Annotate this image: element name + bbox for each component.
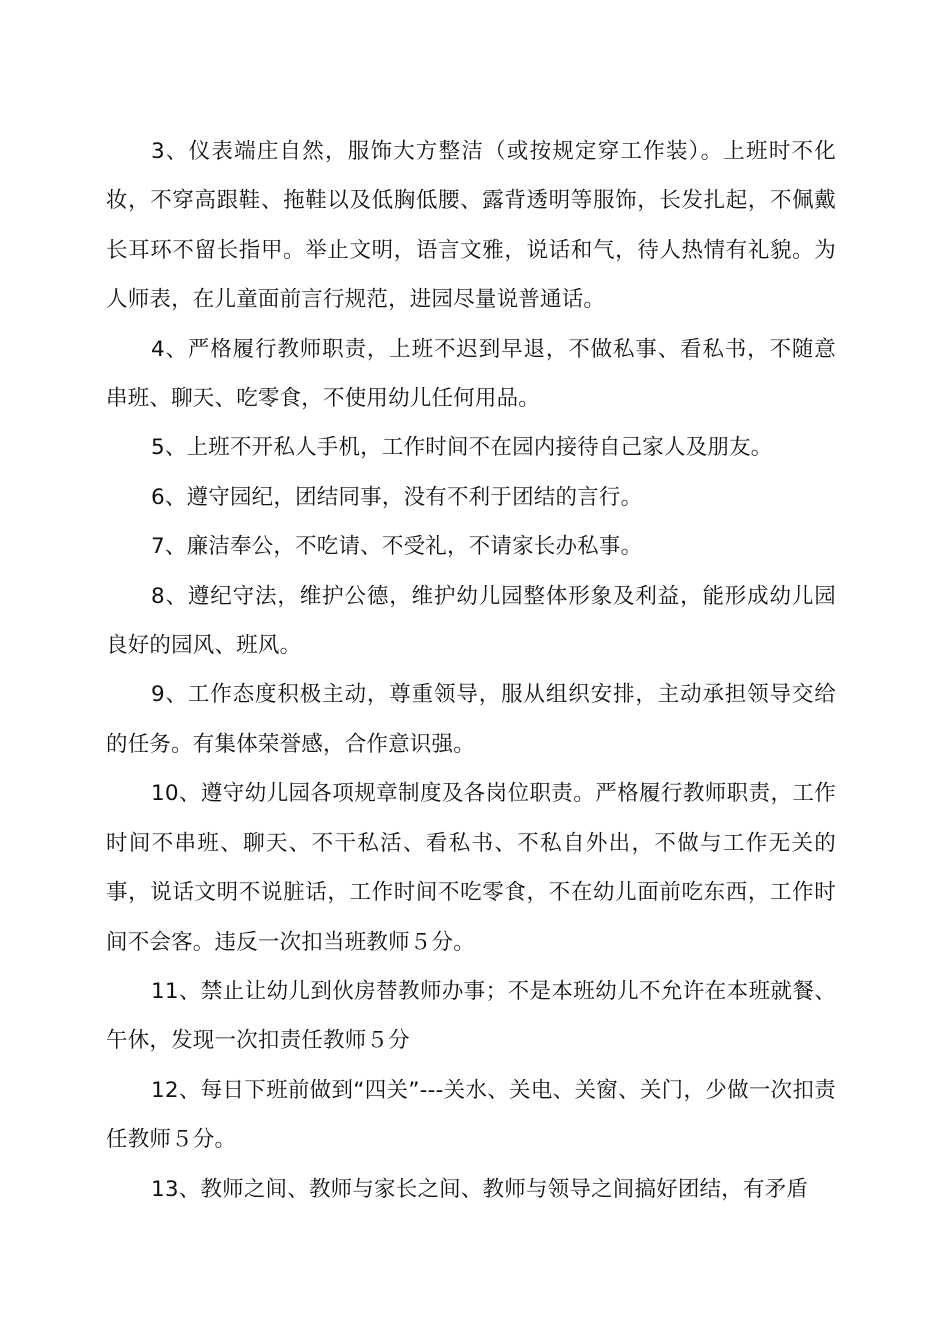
paragraph-item-8: 8、遵纪守法，维护公德，维护幼儿园整体形象及利益，能形成幼儿园良好的园风、班风。 xyxy=(106,583,836,659)
paragraph-item-13: 13、教师之间、教师与家长之间、教师与领导之间搞好团结，有矛盾 xyxy=(151,1176,809,1202)
paragraph-item-12: 12、每日下班前做到“四关”---关水、关电、关窗、关门，少做一次扣责任教师５分。 xyxy=(106,1077,836,1153)
paragraph-item-6: 6、遵守园纪，团结同事，没有不利于团结的言行。 xyxy=(151,484,643,510)
paragraph-item-10: 10、遵守幼儿园各项规章制度及各岗位职责。严格履行教师职责，工作时间不串班、聊天、不干私活、看私书、不私自外出，不做与工作无关的事，说话文明不说脏话，工作时间不吃零食，不在幼儿面前吃东西，工作时间不会客。违反一次扣当班教师５分。 xyxy=(106,781,836,955)
paragraph-item-11: 11、禁止让幼儿到伙房替教师办事；不是本班幼儿不允许在本班就餐、午休，发现一次扣责任教师５分 xyxy=(106,978,836,1054)
paragraph-item-7: 7、廉洁奉公，不吃请、不受礼，不请家长办私事。 xyxy=(151,534,643,560)
paragraph-item-5: 5、上班不开私人手机，工作时间不在园内接待自己家人及朋友。 xyxy=(151,435,773,461)
paragraph-item-4: 4、严格履行教师职责，上班不迟到早退，不做私事、看私书，不随意串班、聊天、吃零食，不使用幼儿任何用品。 xyxy=(106,336,836,412)
paragraph-item-3: 3、仪表端庄自然，服饰大方整洁（或按规定穿工作装）。上班时不化妆，不穿高跟鞋、拖鞋以及低胸低腰、露背透明等服饰，长发扎起，不佩戴长耳环不留长指甲。举止文明，语言文雅，说话和气，待人热情有礼貌。为人师表，在儿童面前言行规范，进园尽量说普通话。 xyxy=(106,139,836,313)
paragraph-item-9: 9、工作态度积极主动，尊重领导，服从组织安排，主动承担领导交给的任务。有集体荣誉感，合作意识强。 xyxy=(106,682,836,757)
document-body xyxy=(106,127,836,1214)
